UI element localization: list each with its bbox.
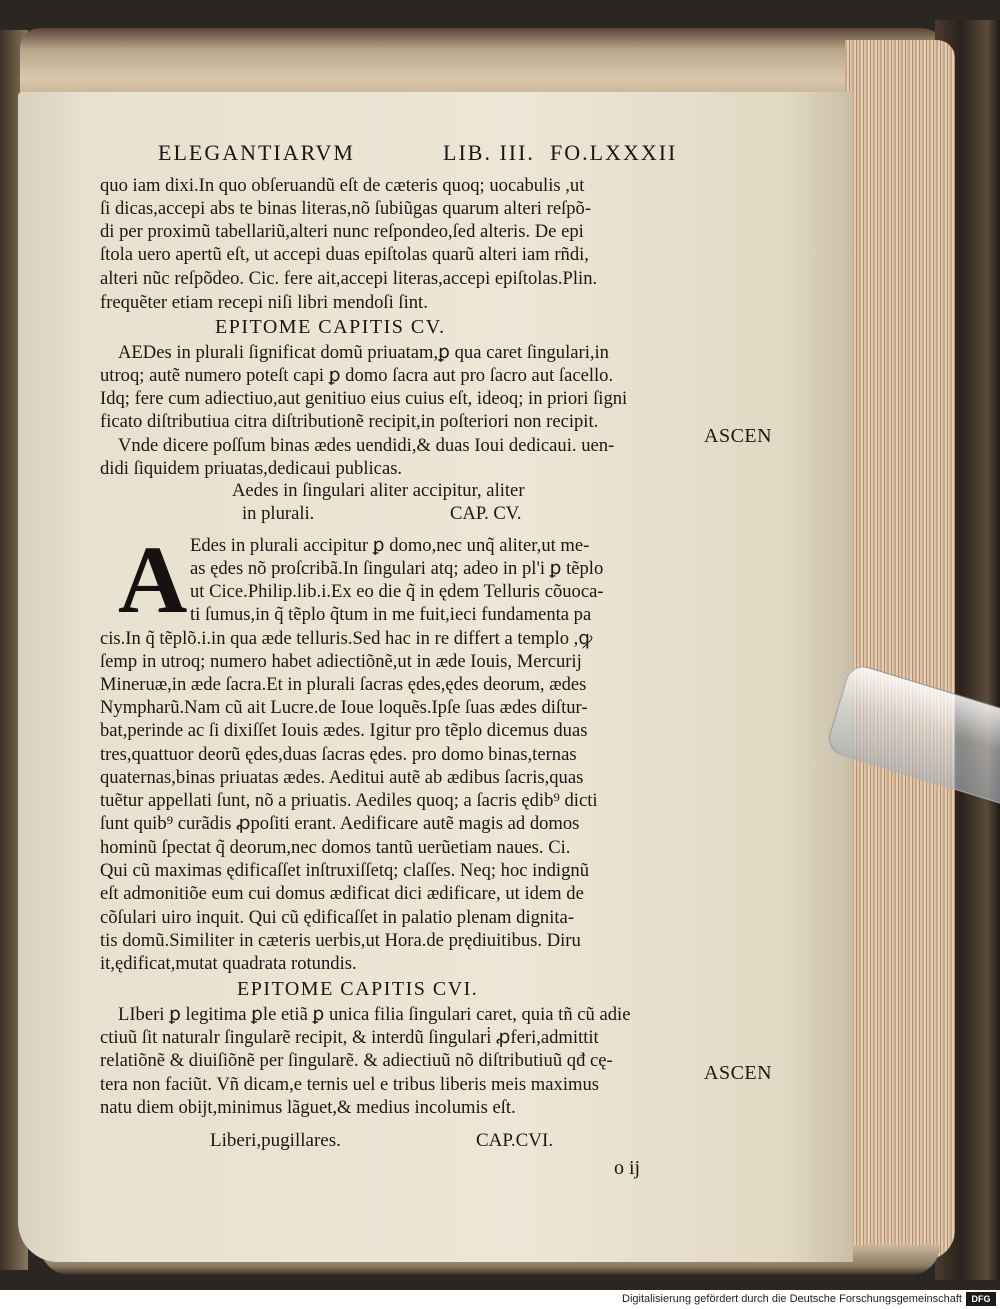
chapter-number: CAP.CVI. bbox=[476, 1130, 554, 1151]
footer-credit: Digitalisierung gefördert durch die Deutsche Forschungsgemeinschaft bbox=[622, 1293, 962, 1305]
text-line: tera non faciũt. Vñ dicam,e ternis uel e tribus liberis meis maximus bbox=[100, 1074, 599, 1095]
text-line: didi ſiquidem priuatas,dedicaui publicas. bbox=[100, 458, 403, 479]
text-line: ctiuũ ſit naturalr ſingularẽ recipit, & interdũ ſingulari̇ ꝓferi,admittit bbox=[100, 1027, 599, 1048]
text-line: ti ſumus,in q̃ tẽplo q̃tum in me fuit,ieci fundamenta pa bbox=[190, 604, 592, 625]
top-page-edges bbox=[20, 28, 950, 100]
chapter-title-line: Aedes in ſingulari aliter accipitur, aliter bbox=[232, 480, 525, 501]
header-book: LIB. III. bbox=[443, 140, 535, 165]
text-line: quaternas,binas priuatas ædes. Aeditui autẽ ab ædibus ſacris,quas bbox=[100, 767, 584, 788]
right-page-stack bbox=[845, 40, 955, 1260]
text-line: Vnde dicere poſſum binas ædes uendidi,& duas Ioui dedicaui. uen- bbox=[118, 435, 615, 456]
text-line: tis domũ.Similiter in cæteris uerbis,ut Hora.de prędiuitibus. Diru bbox=[100, 930, 581, 951]
text-line: Mineruæ,in æde ſacra.Et in plurali ſacras ędes,ędes deorum, ædes bbox=[100, 674, 587, 695]
text-line: bat,perinde ac ſi dixiſſet Iouis ædes. Igitur pro tẽplo dicemus duas bbox=[100, 720, 588, 741]
text-line: natu diem obijt,minimus lãguet,& medius incolumis eſt. bbox=[100, 1097, 516, 1118]
drop-capital: A bbox=[118, 526, 188, 633]
text-line: LIberi ꝑ legitima ꝑle etiã ꝑ unica filia ſingulari caret, quia tñ cũ adie bbox=[118, 1004, 631, 1025]
text-line: Idq; fere cum adiectiuo,aut genitiuo eius cuius eſt, ideoq; in priori ſigni bbox=[100, 388, 628, 409]
chapter-title-line: Liberi,pugillares. bbox=[210, 1130, 341, 1151]
text-line: cis.In q̃ tẽplõ.i.in qua æde telluris.Sed hac in re differt a templo ,ꝙ bbox=[100, 628, 593, 649]
text-line: tuẽtur appellati ſunt, nõ a priuatis. Aediles quoq; a ſacris ędib⁹ dicti bbox=[100, 790, 598, 811]
chapter-title-line: in plurali. bbox=[242, 503, 315, 524]
text-line: eſt admonitiõe eum cui domus ædificat dici ædificare, ut idem de bbox=[100, 883, 584, 904]
text-line: as ędes nõ proſcribã.In ſingulari atq; adeo in pl'i ꝑ tẽplo bbox=[190, 558, 604, 579]
text-line: Qui cũ maximas ędificaſſet inſtruxiſſetq; claſſes. Neq; hoc indignũ bbox=[100, 860, 589, 881]
text-line: ſi dicas,accepi abs te binas literas,nõ ſubiũgas quarum alteri reſpõ- bbox=[100, 198, 592, 219]
section-heading: EPITOME CAPITIS CV. bbox=[215, 316, 446, 338]
text-line: ut Cice.Philip.lib.i.Ex eo die q̃ in ędem Telluris cõuoca- bbox=[190, 581, 604, 602]
text-line: Nympharũ.Nam cũ ait Lucre.de Ioue loquẽs.Ipſe ſuas ædes diſtur- bbox=[100, 697, 588, 718]
text-line: hominũ ſpectat q̃ deorum,nec domos tantũ uerũetiam naues. Ci. bbox=[100, 837, 571, 858]
header-folio: FO.LXXXII bbox=[550, 140, 678, 165]
text-line: frequẽter etiam recepi niſi libri mendoſi ſint. bbox=[100, 292, 428, 313]
footer-bar bbox=[0, 1290, 1000, 1309]
text-line: it,ędificat,mutat quadrata rotundis. bbox=[100, 953, 357, 974]
header-title: ELEGANTIARVM bbox=[158, 140, 355, 165]
text-line: tres,quattuor deorũ ędes,duas ſacras ędes. pro domo binas,ternas bbox=[100, 744, 577, 765]
text-line: quo iam dixi.In quo obſeruandũ eſt de cæteris quoq; uocabulis ,ut bbox=[100, 175, 585, 196]
section-heading: EPITOME CAPITIS CVI. bbox=[237, 978, 479, 1000]
text-line: AEDes in plurali ſignificat domũ priuatam,ꝑ qua caret ſingulari,in bbox=[118, 342, 609, 363]
chapter-number: CAP. CV. bbox=[450, 503, 522, 524]
text-line: Edes in plurali accipitur ꝑ domo,nec unq̃ aliter,ut me- bbox=[190, 535, 590, 556]
text-line: relatiõnẽ & diuiſiõnẽ per ſingularẽ. & adiectiuũ nõ diſtributiuũ qđ cę- bbox=[100, 1050, 613, 1071]
running-header bbox=[0, 140, 1000, 174]
text-line: ſtola uero apertũ eſt, ut accepi duas epiſtolas quarũ alteri iam rñdi, bbox=[100, 244, 589, 265]
text-line: alteri nũc reſpõdeo. Cic. fere ait,accepi literas,accepi epiſtolas.Plin. bbox=[100, 268, 598, 289]
dfg-logo: DFG bbox=[966, 1292, 996, 1306]
text-line: cõſulari uiro inquit. Qui cũ ędificaſſet in palatio plenam dignita- bbox=[100, 907, 575, 928]
margin-note: ASCEN bbox=[704, 425, 773, 447]
text-line: utroq; autẽ numero poteſt capi ꝑ domo ſacra aut pro ſacro aut ſacello. bbox=[100, 365, 614, 386]
text-line: ſemp in utroq; numero habet adiectiõnẽ,ut in æde Iouis, Mercurij bbox=[100, 651, 582, 672]
text-line: ſunt quib⁹ curãdis ꝓpoſiti erant. Aedificare autẽ magis ad domos bbox=[100, 813, 580, 834]
signature-mark: o ij bbox=[614, 1157, 641, 1179]
margin-note: ASCEN bbox=[704, 1062, 773, 1084]
text-line: di per proximũ tabellariũ,alteri nunc reſpondeo,ſed alteris. De epi bbox=[100, 221, 584, 242]
text-line: ficato diſtributiua citra diſtributionẽ recipit,in poſteriori non recipit. bbox=[100, 411, 599, 432]
